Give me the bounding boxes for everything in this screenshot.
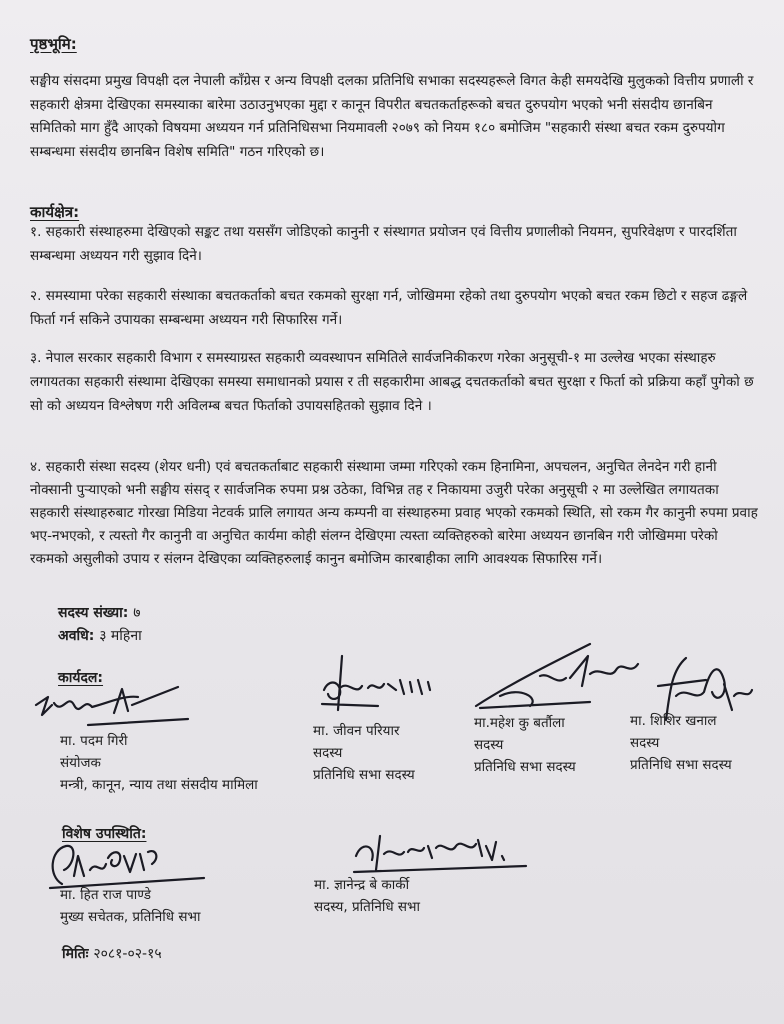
- signatory-office: मन्त्री, कानून, न्याय तथा संसदीय मामिला: [60, 777, 258, 793]
- background-heading: पृष्ठभूमि:: [30, 35, 77, 53]
- signatory-role: संयोजक: [60, 755, 101, 771]
- signature-padam-giri: [28, 675, 208, 735]
- taskforce-heading: कार्यदल:: [58, 670, 104, 686]
- scope-item-2: २. समस्यामा परेका सहकारी संस्थाका बचतकर्ताको बचत रकमको सुरक्षा गर्न, जोखिममा रहेको तथा दुरुपयोग भएको बचत रकम छिटो र सहज ढङ्गले फिर्ता गर्न सकिने उपायका सम्बन्धमा अध्ययन गरी सिफारिस गर्ने।: [30, 288, 748, 328]
- duration-value: ३ महिना: [99, 628, 142, 644]
- signatory-shishir-khanal: [630, 710, 732, 776]
- duration-label: अवधि:: [58, 628, 95, 644]
- scope-item-1: १. सहकारी संस्थाहरुमा देखिएको सङ्कट तथा यससँग जोडिएको कानुनी र संस्थागत प्रयोजन एवं वित्तीय प्रणालीको नियमन, सुपरिवेक्षण र पारदर्शिता सम्बन्धमा अध्ययन गरी सुझाव दिने।: [30, 224, 737, 264]
- member-count-value: ७: [133, 605, 141, 621]
- scope-item-3: ३. नेपाल सरकार सहकारी विभाग र समस्याग्रस्त सहकारी व्यवस्थापन समितिले सार्वजनिकीकरण गरेका अनुसूची-१ मा उल्लेख भएका संस्थाहरु लगायतका सहकारी संस्थामा देखिएका समस्या समाधानको प्रयास र ती सहकारीमा आबद्ध दचतकर्ताको बचत सुरक्षा र फिर्ता को प्रक्रिया कहाँ पुगेको छ सो को अध्ययन विश्लेषण गरी अविलम्ब बचत फिर्ताको उपायसहितको सुझाव दिने ।: [30, 350, 754, 414]
- signatory-office: मुख्य सचेतक, प्रतिनिधि सभा: [60, 909, 201, 925]
- signatory-name: मा. हित राज पाण्डे: [60, 887, 151, 903]
- signatory-office: प्रतिनिधि सभा सदस्य: [630, 757, 732, 773]
- signatory-office: प्रतिनिधि सभा सदस्य: [474, 759, 576, 775]
- scope-item-4: ४. सहकारी संस्था सदस्य (शेयर धनी) एवं बचतकर्ताबाट सहकारी संस्थामा जम्मा गरिएको रकम हिनामिना, अपचलन, अनुचित लेनदेन गरी हानी नोक्सानी पुऱ्याएको भनी सङ्घीय संसद् र सार्वजनिक रुपमा प्रश्न उठेका, विभिन्न तह र निकायमा उजुरी परेका अनुसूची २ मा उल्लेखित लगायतका सहकारी संस्थाहरुबाट गोरखा मिडिया नेटवर्क प्रालि लगायत अन्य कम्पनी वा संस्थाहरुमा प्रवाह भएको रकमको स्थिति, सो रकम गैर कानुनी रुपमा प्रवाह भए-नभएको, र त्यस्तो गैर कानुनी वा अनुचित कार्यमा कोही संलग्न देखिएमा त्यस्ता व्यक्तिहरुको बारेमा अध्ययन छानबिन गरी जोखिममा परेको रकमको असुलीको उपाय र संलग्न देखिएका व्यक्तिहरुलाई कानुन बमोजिम कारबाहीका लागि आवश्यक सिफारिस गर्ने।: [30, 459, 758, 567]
- signatory-name: मा. पदम गिरी: [60, 733, 128, 749]
- member-count-label: सदस्य संख्या:: [58, 605, 129, 621]
- scope-heading: कार्यक्षेत्र:: [30, 203, 80, 221]
- signature-jiwan-pariyar: [318, 650, 448, 720]
- special-presence-heading: विशेष उपस्थिति:: [62, 826, 147, 842]
- signatory-role: सदस्य: [630, 735, 660, 751]
- signatory-name: मा. ज्ञानेन्द्र बे कार्की: [314, 877, 410, 893]
- member-count: [58, 603, 141, 622]
- signatory-jiwan-pariyar: [313, 720, 415, 786]
- signatory-gyanendra-karki: [314, 874, 420, 918]
- signatory-office: प्रतिनिधि सभा सदस्य: [313, 767, 415, 783]
- signatory-office: सदस्य, प्रतिनिधि सभा: [314, 899, 421, 915]
- signature-mahesh-bartaula: [470, 636, 650, 716]
- signatory-padam-giri: [60, 730, 258, 796]
- date-label: मितिः: [62, 946, 89, 962]
- signatory-name: मा. जीवन परियार: [313, 723, 400, 739]
- signatory-hit-raj-pandey: [60, 884, 201, 928]
- signatory-name: मा. शिशिर खनाल: [630, 713, 717, 729]
- date: [62, 944, 162, 963]
- signatory-role: सदस्य: [313, 745, 343, 761]
- signatory-role: सदस्य: [474, 737, 504, 753]
- duration: [58, 626, 142, 645]
- date-value: २०८१-०२-१५: [93, 946, 162, 962]
- signatory-mahesh-bartaula: [474, 712, 576, 778]
- signatory-name: मा.महेश कु बर्तौला: [474, 715, 565, 731]
- background-paragraph: सङ्घीय संसदमा प्रमुख विपक्षी दल नेपाली काँग्रेस र अन्य विपक्षी दलका प्रतिनिधि सभाका सदस्यहरूले विगत केही समयदेखि मुलुकको वित्तीय प्रणाली र सहकारी क्षेत्रमा देखिएका समस्याका बारेमा उठाउनुभएका मुद्दा र कानून विपरीत बचतकर्ताहरूको बचत दुरुपयोग भएको भनी संसदीय छानबिन समितिको माग हुँदै आएको विषयमा अध्ययन गर्न प्रतिनिधिसभा नियमावली २०७९ को नियम १८० बमोजिम "सहकारी संस्था बचत रकम दुरुपयोग सम्बन्धमा संसदीय छानबिन विशेष समिति" गठन गरिएको छ।: [30, 73, 754, 160]
